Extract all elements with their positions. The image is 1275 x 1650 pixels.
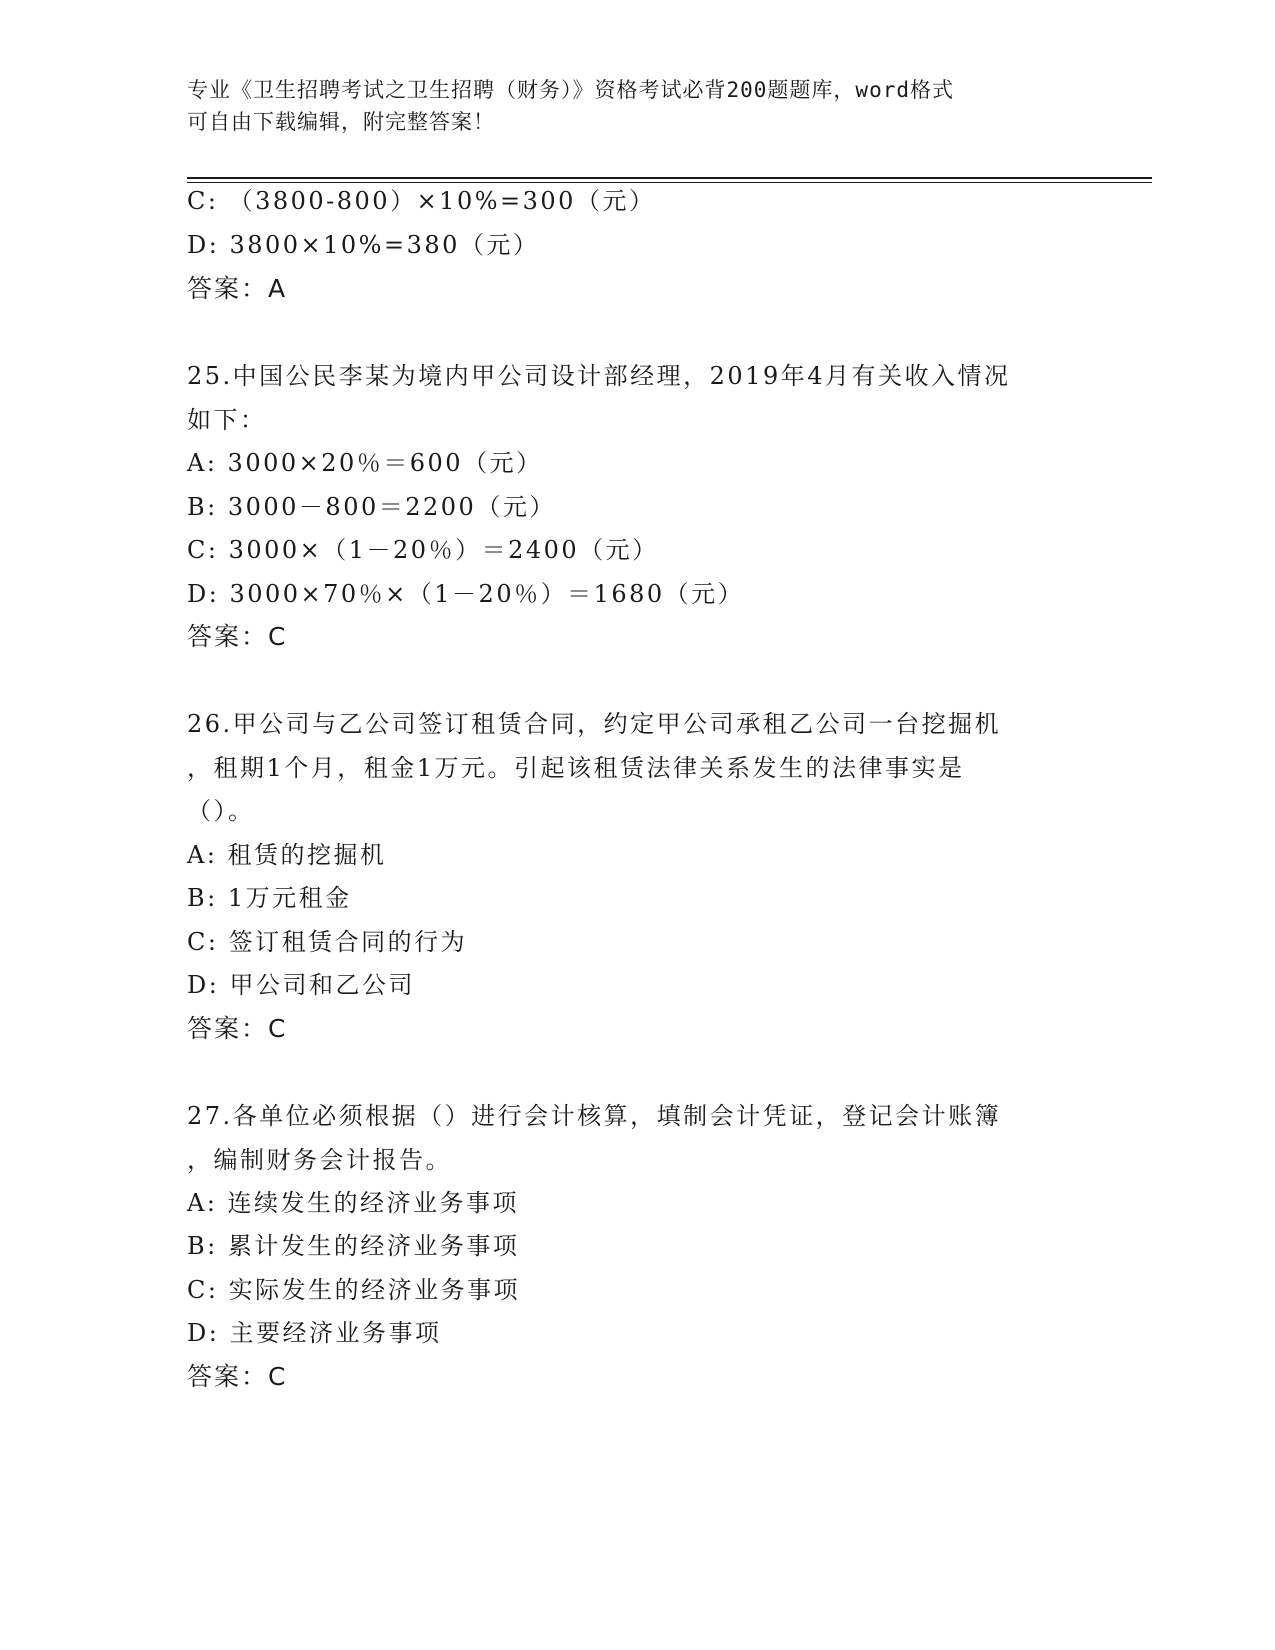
answer-line: 答案：C — [187, 622, 288, 651]
question-line: 如下： — [187, 406, 267, 434]
question-line: 27.各单位必须根据（）进行会计核算，填制会计凭证，登记会计账簿 — [187, 1102, 1002, 1130]
option-line: B: 3000－800＝2200（元） — [187, 493, 556, 521]
option-line: C: 签订租赁合同的行为 — [187, 928, 468, 956]
option-line: B: 1万元租金 — [187, 884, 352, 912]
option-line: D: 主要经济业务事项 — [187, 1319, 442, 1347]
header-rule-thin — [187, 182, 1152, 183]
option-line: B: 累计发生的经济业务事项 — [187, 1232, 520, 1260]
answer-line: 答案：C — [187, 1362, 288, 1391]
option-line: D: 3000×70％×（1－20％）＝1680（元） — [187, 580, 745, 608]
page-header — [187, 74, 1087, 138]
question-line: 25.中国公民李某为境内甲公司设计部经理，2019年4月有关收入情况 — [187, 362, 1011, 390]
answer-line: 答案：A — [187, 274, 288, 303]
header-line-1: 专业《卫生招聘考试之卫生招聘（财务）》资格考试必背200题题库，word格式 — [187, 78, 954, 102]
option-line: D: 甲公司和乙公司 — [187, 971, 415, 999]
header-line-2: 可自由下载编辑，附完整答案！ — [187, 110, 495, 134]
header-rule-thick — [187, 177, 1152, 179]
question-line: ，编制财务会计报告。 — [187, 1146, 452, 1174]
answer-line: 答案：C — [187, 1014, 288, 1043]
option-line: A: 连续发生的经济业务事项 — [187, 1189, 520, 1217]
question-line: 26.甲公司与乙公司签订租赁合同，约定甲公司承租乙公司一台挖掘机 — [187, 710, 1002, 738]
question-line: ，租期1个月，租金1万元。引起该租赁法律关系发生的法律事实是 — [187, 754, 965, 782]
option-line: C: 实际发生的经济业务事项 — [187, 1276, 521, 1304]
question-line: （）。 — [187, 797, 255, 825]
option-line: C: 3000×（1－20％）＝2400（元） — [187, 536, 659, 564]
option-line: C: （3800-800）×10%=300（元） — [187, 187, 656, 215]
option-line: A: 租赁的挖掘机 — [187, 841, 387, 869]
option-line: D: 3800×10%=380（元） — [187, 231, 540, 259]
option-line: A: 3000×20％＝600（元） — [187, 449, 543, 477]
